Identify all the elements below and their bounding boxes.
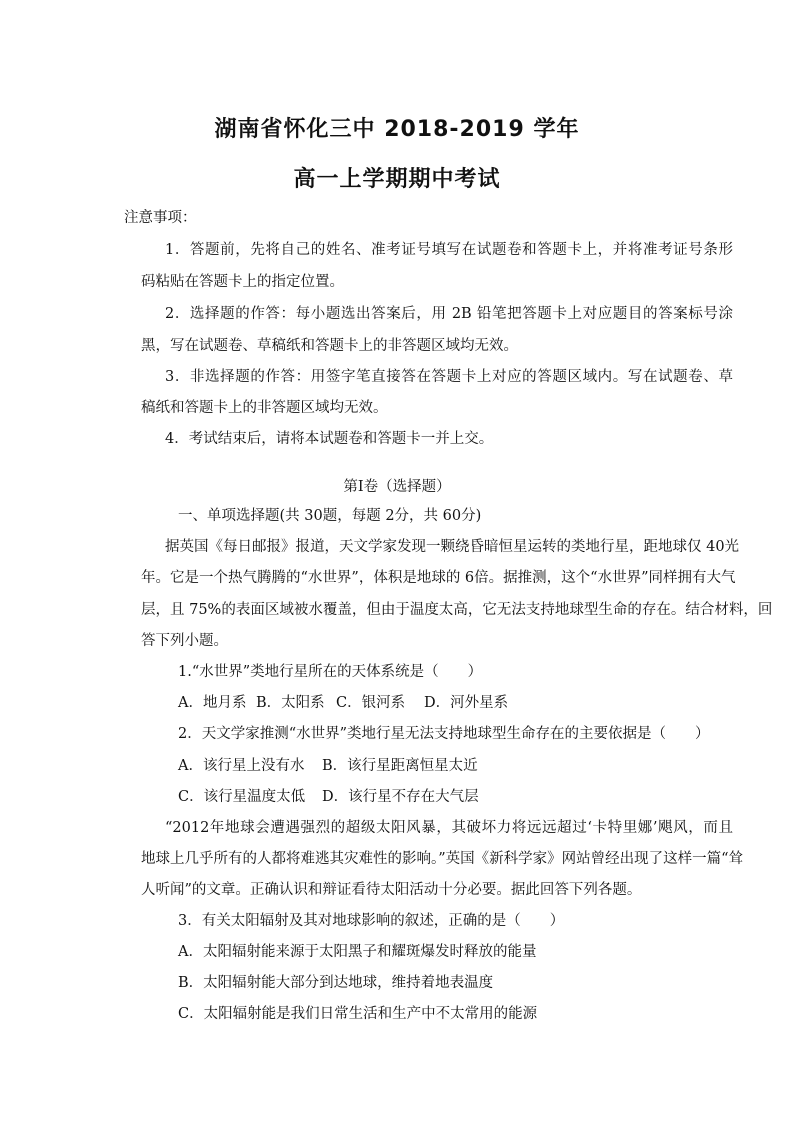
notice-item-2-line-1: 2．选择题的作答：每小题选出答案后，用 2B 铅笔把答题卡上对应题目的答案标号涂 — [165, 306, 733, 322]
passage2-line-2: 地球上几乎所有的人都将难逃其灾难性的影响。”英国《新科学家》网站曾经出现了这样一篇“耸 — [141, 851, 744, 867]
passage1-line-1: 据英国《每日邮报》报道，天文学家发现一颗绕昏暗恒星运转的类地行星，距地球仅 40光 — [165, 539, 740, 555]
question-2-stem: 2．天文学家推测“水世界”类地行星无法支持地球型生命存在的主要依据是（ ） — [178, 726, 710, 742]
q2-option-d: D．该行星不存在大气层 — [322, 789, 479, 805]
passage1-line-3: 层，且 75%的表面区域被水覆盖，但由于温度太高，它无法支持地球型生命的存在。结合材料，回 — [141, 602, 773, 618]
q3-option-a: A．太阳辐射能来源于太阳黑子和耀斑爆发时释放的能量 — [178, 944, 537, 960]
passage1-line-2: 年。它是一个热气腾腾的“水世界”，体积是地球的 6倍。据推测，这个“水世界”同样拥有大气 — [141, 570, 736, 586]
notice-item-1-line-1: 1．答题前，先将自己的姓名、准考证号填写在试题卷和答题卡上，并将准考证号条形 — [165, 242, 733, 258]
q1-option-b: B．太阳系 — [256, 695, 325, 711]
volume-heading: 第Ⅰ卷（选择题） — [343, 479, 451, 495]
q1-option-d: D．河外星系 — [424, 695, 509, 711]
notice-item-2-line-2: 黑，写在试题卷、草稿纸和答题卡上的非答题区域均无效。 — [141, 338, 518, 354]
q2-option-a: A．该行星上没有水 — [178, 758, 305, 774]
question-2-options-row-1 — [178, 756, 478, 776]
question-1-options — [178, 693, 508, 713]
q2-option-b: B．该行星距离恒星太近 — [322, 758, 478, 774]
exam-subtitle: 高一上学期期中考试 — [293, 167, 501, 192]
q1-option-a: A．地月系 — [178, 695, 247, 711]
q3-option-b: B．太阳辐射能大部分到达地球，维持着地表温度 — [178, 975, 494, 991]
notice-item-3-line-2: 稿纸和答题卡上的非答题区域均无效。 — [141, 400, 388, 416]
notice-heading: 注意事项： — [124, 210, 197, 226]
section-heading: 一、单项选择题(共 30题，每题 2分，共 60分) — [178, 508, 482, 524]
passage2-line-3: 人听闻”的文章。正确认识和辩证看待太阳活动十分必要。据此回答下列各题。 — [141, 882, 642, 898]
q1-option-c: C．银河系 — [336, 695, 406, 711]
notice-item-1-line-2: 码粘贴在答题卡上的指定位置。 — [141, 274, 344, 290]
passage2-line-1: “2012年地球会遭遇强烈的超级太阳风暴，其破坏力将远远超过‘卡特里娜’飓风，而且 — [165, 820, 733, 836]
question-2-options-row-2 — [178, 787, 479, 807]
notice-item-4: 4．考试结束后，请将本试题卷和答题卡一并上交。 — [165, 431, 494, 447]
q3-option-c: C．太阳辐射能是我们日常生活和生产中不太常用的能源 — [178, 1006, 538, 1022]
question-1-stem: 1.“水世界”类地行星所在的天体系统是（ ） — [178, 664, 483, 680]
question-3-stem: 3．有关太阳辐射及其对地球影响的叙述，正确的是（ ） — [178, 913, 565, 929]
notice-item-3-line-1: 3．非选择题的作答：用签字笔直接答在答题卡上对应的答题区域内。写在试题卷、草 — [165, 369, 733, 385]
q2-option-c: C．该行星温度太低 — [178, 789, 306, 805]
exam-title: 湖南省怀化三中 2018-2019 学年 — [214, 117, 580, 142]
passage1-line-4: 答下列小题。 — [141, 633, 228, 649]
